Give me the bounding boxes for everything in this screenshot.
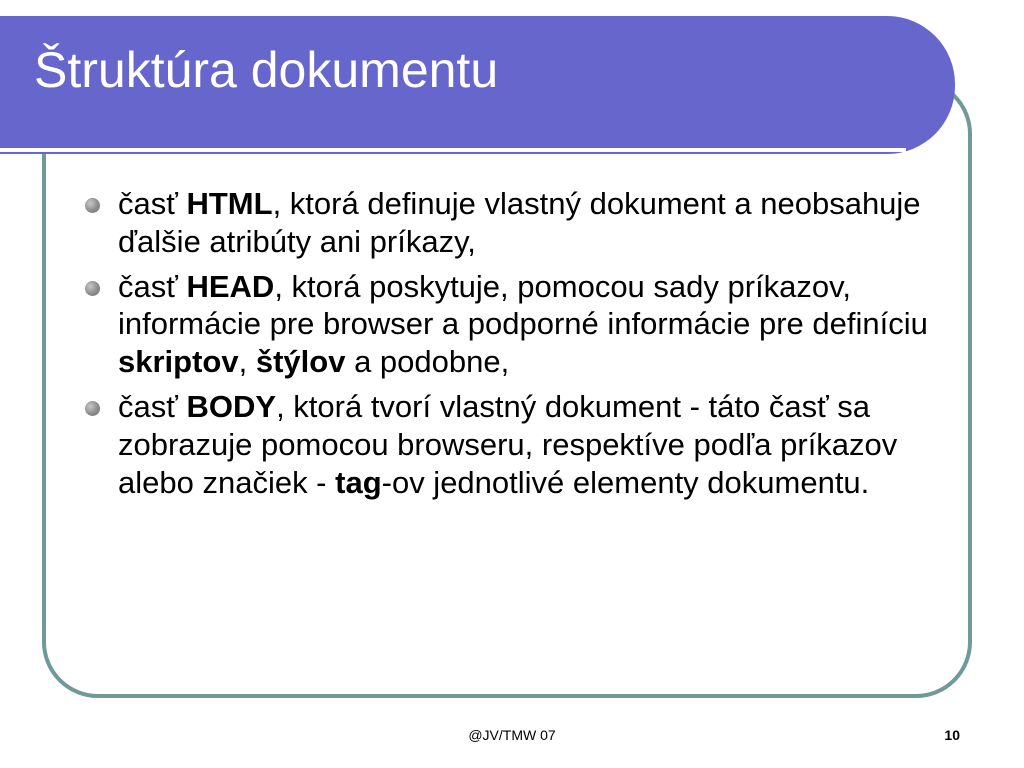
bullet-list: [80, 185, 960, 509]
bullet-item-head: [80, 268, 960, 381]
bullet-text-part: časť: [118, 389, 187, 425]
title-underline: [0, 148, 906, 152]
bullet-text-part: ,: [238, 344, 256, 380]
bullet-item-body: [80, 388, 960, 501]
bullet-dot-icon: [85, 198, 100, 213]
keyword-skriptov: skriptov: [118, 344, 239, 380]
bullet-dot-icon: [85, 281, 100, 296]
keyword-html: HTML: [186, 186, 273, 221]
keyword-body: BODY: [186, 389, 277, 425]
footer-text: @JV/TMW 07: [468, 727, 556, 743]
bullet-text-part: , ktorá definuje vlastný dokument a neobsahuje ďalšie atribúty ani príkazy,: [118, 186, 921, 259]
keyword-head: HEAD: [186, 268, 275, 304]
slide-title: Štruktúra dokumentu: [34, 42, 499, 98]
bullet-text-part: časť: [118, 186, 187, 221]
bullet-text-part: , ktorá poskytuje, pomocou sady príkazov, informácie pre browser a podporné informácie pre definíciu: [118, 268, 928, 342]
bullet-text-part: a podobne,: [345, 344, 510, 380]
bullet-item-html: [80, 185, 960, 261]
keyword-tag: tag: [335, 464, 382, 500]
bullet-text-part: , ktorá tvorí vlastný dokument - táto časť sa zobrazuje pomocou browseru, respektíve podľa príkazov alebo značiek -: [118, 389, 898, 500]
bullet-text-part: -ov jednotlivé elementy dokumentu.: [381, 464, 870, 500]
page-number: 10: [944, 727, 960, 743]
bullet-text-part: časť: [118, 268, 187, 304]
keyword-stylov: štýlov: [255, 344, 346, 380]
bullet-dot-icon: [85, 401, 100, 416]
